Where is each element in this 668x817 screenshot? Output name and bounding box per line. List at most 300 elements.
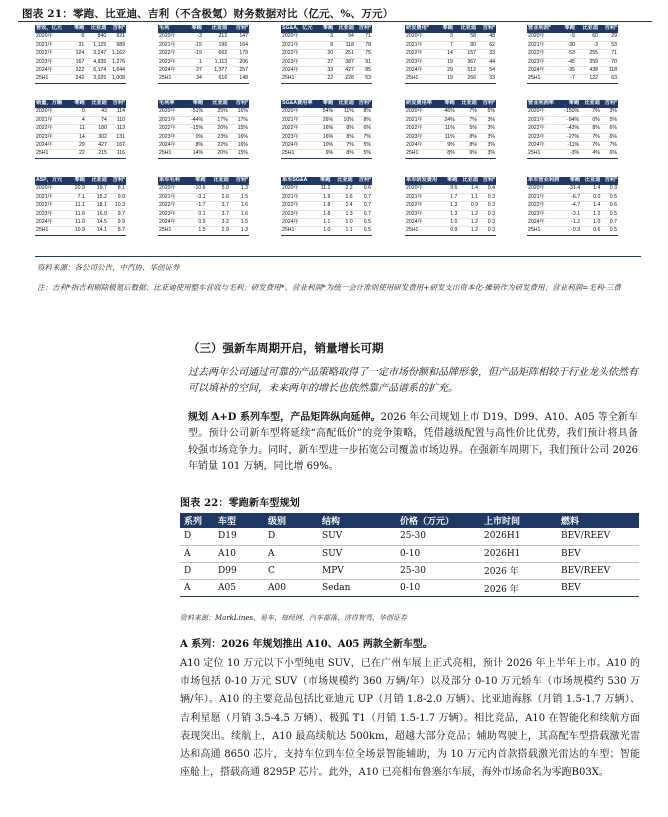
financial-table-cell: 1.1 [458,193,479,201]
financial-table-cell: 2021年 [405,41,438,49]
financial-table-cell: -31.4 [565,185,581,193]
financial-table-cell: 0.9 [444,227,459,235]
financial-table-cell: 3.2 [207,219,230,227]
financial-table-cell: 44 [477,58,496,66]
financial-table-cell: 19.7 [86,185,108,193]
financial-table-row [405,150,496,158]
model-cell: 0-10 [396,545,480,562]
financial-table-row [158,227,249,235]
financial-table-row [527,185,618,193]
financial-table-cell: 3% [478,133,496,141]
financial-table-header-cell: 比亚迪 [334,25,355,33]
financial-table-row [527,75,618,83]
new-model-table-header [180,513,639,528]
financial-table-header-cell: 零跑 [316,177,332,185]
financial-table-cell: 6,174 [85,67,107,75]
financial-table [527,177,618,236]
financial-table-cell: 2.6 [207,193,230,201]
financial-table-header-cell: 吉利* [354,177,372,185]
model-cell: A10 [214,545,264,562]
financial-table-cell: 4 [70,116,86,124]
financial-table-cell: 0.7 [354,202,372,210]
financial-table-cell: 3,025 [85,75,107,83]
financial-table-cell: 94 [334,33,355,41]
financial-table-header-cell: 销量，万辆 [35,100,70,108]
financial-table-cell: 5% [478,108,496,116]
financial-table-cell: 164 [228,41,249,49]
financial-table-row [527,58,618,66]
financial-table-row [527,142,618,150]
financial-table-cell: 0.7 [601,219,618,227]
financial-table-cell: 2022年 [405,50,438,58]
financial-table-row [158,219,249,227]
model-cell: A [264,545,318,562]
financial-table-cell: 7% [355,133,372,141]
financial-table-cell: 25H1 [281,227,316,235]
financial-table-cell: 0.3 [479,202,496,210]
financial-table-cell: 1,125 [85,41,107,49]
financial-table-header-cell: 比亚迪 [576,25,599,33]
financial-table-cell: 7% [334,142,355,150]
financial-table-cell: 2022年 [35,50,70,58]
plan-paragraph [188,410,638,476]
financial-table-cell: 114 [108,108,126,116]
financial-table-cell: 616 [203,75,228,83]
model-cell: 0-10 [396,580,480,597]
plan-text: 2026 年公司规划上市 D19、D99、A10、A05 等全新车型。预计公司新车型将延续“高配低价”的竞争策略，凭借越级配置与高性价比优势，我们预计将具备较强市场竞争力。同时，新车型进一步拓宽公司覆盖市场边界。在强新车周期下，我们预计公司 2026 年销量 101 万辆，同比增 69%。 [188,412,638,473]
financial-table-cell: 2020年 [281,185,316,193]
financial-table [281,177,372,236]
financial-table-cell: 0.1 [188,210,206,218]
financial-table-cell: 0.7 [354,193,372,201]
financial-table-cell: 3,247 [85,50,107,58]
financial-table-cell: 29 [599,33,618,41]
financial-table-cell: 5% [456,125,478,133]
financial-table-cell: -15 [185,41,203,49]
financial-table-row [281,75,372,83]
financial-table-cell: 71 [599,50,618,58]
financial-table-row [281,210,372,218]
financial-table-row [35,125,126,133]
financial-table-cell: 2022年 [158,125,184,133]
col-launch: 上市时间 [480,513,557,528]
financial-table-cell: 0 [70,108,86,116]
financial-table-cell: 11.6 [70,210,86,218]
financial-table-cell: 2.2 [331,185,353,193]
financial-table-cell: 662 [203,50,228,58]
financial-table-cell: -27% [560,133,580,141]
financial-table-cell: 62 [477,41,496,49]
financial-table-cell: 359 [576,58,599,66]
financial-table-cell: 9% [320,150,335,158]
financial-table-cell: 1.0 [444,219,459,227]
financial-table-cell: 921 [107,33,126,41]
financial-table-cell: 2023年 [35,210,70,218]
financial-table-cell: 3.7 [207,210,230,218]
financial-table-header-cell: 单车研发费用 [405,177,444,185]
financial-table-header-cell: 吉利* [601,177,618,185]
financial-table-cell: 5% [601,116,618,124]
financial-table-cell: 8 [320,41,335,49]
section-heading: （三）强新车周期开启，销量增长可期 [188,341,384,355]
financial-table-cell: 5.0 [207,185,230,193]
financial-table-cell: 2024年 [281,67,320,75]
financial-table-cell: 118 [334,41,355,49]
figure21-top-rule [18,21,652,22]
financial-table-cell: 0.4 [479,185,496,193]
financial-table-cell: 3 [438,33,454,41]
financial-table-cell: 11.2 [316,185,332,193]
financial-table-cell: 1.4 [331,202,353,210]
financial-table-cell: 1,162 [107,50,126,58]
financial-table-cell: 9.7 [108,210,126,218]
financial-table-row [158,150,249,158]
financial-table-header-cell: 吉利* [355,100,372,108]
financial-table-cell: 3% [478,125,496,133]
financial-table-row [527,202,618,210]
financial-table-row [527,41,618,49]
financial-table-row [158,108,249,116]
financial-table-cell: 1 [185,58,203,66]
financial-table-cell: -3 [185,33,203,41]
financial-table [158,25,249,84]
financial-table-cell: 4% [580,150,601,158]
financial-table-row [405,227,496,235]
financial-table-cell: 25H1 [527,75,560,83]
financial-table-row [281,193,372,201]
financial-table-cell: 1.0 [316,227,332,235]
financial-table-cell: 1.3 [444,202,459,210]
financial-table-header-cell: 吉利* [229,100,249,108]
financial-table-header-cell: 零跑 [438,25,454,33]
financial-table-cell: 6 [70,33,85,41]
financial-table-cell: 2023年 [405,210,444,218]
financial-table-cell: 1.6 [331,193,353,201]
financial-table-header-cell: 比亚迪 [454,25,477,33]
financial-table-cell: -43% [560,125,580,133]
model-cell: BEV [557,580,639,597]
financial-table-cell: 0% [580,116,601,124]
financial-table-row [35,133,126,141]
financial-table-cell: 9.6 [444,185,459,193]
financial-table-cell: 2023年 [527,58,560,66]
financial-table-cell: 11.1 [70,202,86,210]
financial-table-row [158,75,249,83]
financial-table-cell: 1.5 [230,219,249,227]
financial-table-cell: 1.0 [331,219,353,227]
financial-table-cell: 8% [456,133,478,141]
financial-table-cell: 11% [334,108,355,116]
financial-table-cell: 2021年 [527,41,560,49]
financial-table-cell: 1,377 [203,67,228,75]
financial-table-cell: 8% [440,150,456,158]
financial-table-cell: 25H1 [35,75,70,83]
financial-table-cell: 25H1 [405,75,438,83]
financial-table-cell: 1.8 [316,202,332,210]
financial-table-cell: 2022年 [527,50,560,58]
financial-table-cell: 2020年 [158,33,185,41]
financial-table-header-cell: 比亚迪 [203,25,228,33]
financial-table-cell: 5% [355,150,372,158]
financial-table-row [281,133,372,141]
financial-table-row [405,58,496,66]
financial-table-cell: 1.2 [458,210,479,218]
financial-table-cell: 0.6 [581,227,601,235]
col-series: 系列 [180,513,214,528]
financial-table-row [35,202,126,210]
financial-table-cell: 25% [204,108,229,116]
financial-table-header-cell: SG&A费用率 [281,100,320,108]
financial-table-cell: 25H1 [158,75,185,83]
financial-table-cell: 7% [456,116,478,124]
financial-table-cell: 1,113 [203,58,228,66]
financial-table-cell: 2021年 [158,116,184,124]
financial-table-cell: 27 [320,58,335,66]
financial-table-cell: 8.1 [108,185,126,193]
financial-table-cell: 16% [229,108,249,116]
financial-table-row [281,41,372,49]
financial-table-row [35,116,126,124]
financial-table-row [281,150,372,158]
financial-table-cell: 2024年 [281,219,316,227]
financial-table-header-cell: 零跑 [560,25,576,33]
financial-table-cell: 9% [440,142,456,150]
financial-table-cell: 7 [438,41,454,49]
financial-table-row [35,108,126,116]
financial-table-cell: 0.5 [601,227,618,235]
financial-table-cell: -19 [185,50,203,58]
financial-table-header-cell: 吉利* [107,25,126,33]
plan-lead: 规划 A+D 系列车型，产品矩阵纵向延伸。 [188,412,381,423]
financial-table-row [405,202,496,210]
financial-table-header-cell: 吉利* [108,177,126,185]
financial-table-cell: 15% [229,125,249,133]
financial-table-cell: 58 [454,33,477,41]
financial-table-row [405,108,496,116]
financial-table-cell: 14 [438,50,454,58]
financial-table-cell: 1,276 [107,58,126,66]
financial-table-row [527,133,618,141]
financial-table-cell: 2020年 [405,108,440,116]
financial-table-row [527,116,618,124]
financial-table-row [158,67,249,75]
financial-table-cell: 10% [334,116,355,124]
model-cell: 2026H1 [480,528,557,545]
financial-table-header-cell: 零跑 [188,177,206,185]
financial-table-cell: 2023年 [405,133,440,141]
financial-table-cell: 6% [601,125,618,133]
figure21-note: 注：吉利*指吉利剔除极氪后数据；比亚迪使用整车营收与毛利；研发费用*、营业利润*为统一会计准则使用研发费用+研发支出资本化-摊销作为研发费用；营业利润=毛利-三费 [37,283,621,292]
financial-table-cell: 10.3 [108,202,126,210]
financial-table-cell: 2023年 [35,133,70,141]
financial-table-cell: 2021年 [281,116,320,124]
financial-table-row [281,33,372,41]
financial-table-cell: 2024年 [527,67,560,75]
col-class: 级别 [264,513,318,528]
financial-table-cell: 2022年 [35,202,70,210]
a-series-body: A10 定位 10 万元以下小型纯电 SUV，已在广州车展上正式亮相，预计 2026 年上半年上市。A10 的市场包括 0-10 万元 SUV（市场规模约 360 万辆/年）以及部分 0-10 万元轿车（市场规模约 530 万辆/年）。A10 的主要竞品包括比亚迪元 UP（月销 1.8-2.0 万辆）、比亚迪海豚（月销 1.5-1.7 万辆）、吉利星愿（月销 3.5-4.5 万辆）、极狐 T1（月销 1.5-1.7 万辆）。相比竞品，A10 在智能化和续航方面表现突出。续航上，A10 最高续航达 500km，超越大部分竞品；辅助驾驶上，其高配车型搭载激光雷达和高通 8650 芯片，支持车位到车位全场景智能辅助，为 10 万元内首款搭载激光雷达的车型；智能座舱上，搭载高通 8295P 芯片。此外，A10 已亮相布鲁塞尔车展，海外市场命名为零跑B03X。 [180,658,640,779]
figure22-title: 图表 22：零跑新车型规划 [180,498,300,509]
financial-table-cell: 4,835 [85,58,107,66]
financial-table-row [158,193,249,201]
financial-table-cell: -1.7 [188,202,206,210]
financial-table-cell: 91 [355,58,372,66]
financial-table-cell: -51% [184,108,204,116]
financial-table-cell: -150% [560,108,580,116]
financial-table-cell: 2024年 [527,219,565,227]
financial-table-cell: 147 [228,33,249,41]
financial-table-header-cell: 零跑 [565,177,581,185]
financial-table-header-cell: 吉利* [599,25,618,33]
financial-table-header-cell: 毛利率 [158,100,184,108]
financial-table-cell: 0% [184,133,204,141]
financial-table-cell: 16% [320,133,335,141]
financial-table-cell: 387 [334,58,355,66]
financial-table-cell: 113 [108,125,126,133]
financial-table-cell: 14.5 [86,219,108,227]
financial-table-cell: 3% [478,150,496,158]
financial-table-row [281,219,372,227]
financial-table-cell: 2021年 [527,193,565,201]
financial-table-cell: 2024年 [405,219,444,227]
financial-table-cell: 19 [438,75,454,83]
financial-table-cell: 167 [70,58,85,66]
financial-table-row [281,125,372,133]
model-cell: MPV [318,562,396,579]
financial-table-cell: 20 [320,50,335,58]
financial-table-cell: 0.0 [581,193,601,201]
financial-table-cell: 53 [355,75,372,83]
financial-table-row [405,142,496,150]
figure21-bottom-rule [35,256,641,257]
financial-table-cell: 989 [107,41,126,49]
financial-table-row [281,67,372,75]
financial-table-cell: 1.7 [444,193,459,201]
financial-table-cell: 9.0 [108,193,126,201]
financial-table-cell: 302 [86,133,108,141]
model-cell: D [180,528,214,545]
financial-table-cell: 54 [477,67,496,75]
financial-table-cell: 2020年 [158,185,188,193]
financial-table-cell: 7% [580,133,601,141]
financial-table-row [158,41,249,49]
model-cell: D [180,562,214,579]
model-cell: 2026 年 [480,580,557,597]
financial-table-cell: 427 [86,142,108,150]
financial-table-cell: -11% [560,142,580,150]
financial-table-cell: 8% [334,133,355,141]
financial-table [281,100,372,159]
financial-table-cell: 8% [580,125,601,133]
financial-table-cell: 8% [334,125,355,133]
financial-table-cell: 11% [440,133,456,141]
financial-table-header-cell: 零跑 [70,177,86,185]
financial-table-cell: 2020年 [527,108,560,116]
financial-table-cell: 34 [185,75,203,83]
financial-table-cell: -45 [560,58,576,66]
financial-table-header-cell: 零跑 [70,25,85,33]
financial-table-row [158,50,249,58]
financial-table-header-cell: 吉利* [477,25,496,33]
financial-table-cell: 257 [228,67,249,75]
financial-table-row [405,41,496,49]
financial-table [527,100,618,159]
financial-table-header-cell: 毛利 [158,25,185,33]
financial-table-cell: 7.1 [70,193,86,201]
financial-table-cell: 18.1 [86,202,108,210]
financial-table-cell: 19 [438,58,454,66]
financial-table-cell: 2023年 [527,133,560,141]
model-cell: BEV/REEV [557,528,639,545]
financial-table-cell: 25H1 [527,150,560,158]
financial-table-header-cell: 单车SG&A [281,177,316,185]
financial-table-row [405,185,496,193]
financial-table-cell: 2024年 [158,219,188,227]
financial-table-cell: 2024年 [405,142,440,150]
financial-table-cell: 2022年 [405,202,444,210]
financial-table-row [158,58,249,66]
financial-table-cell: 31 [70,41,85,49]
financial-table-cell: 322 [70,67,85,75]
model-cell: 2026H1 [480,545,557,562]
financial-table-cell: 2022年 [35,125,70,133]
financial-table-cell: 25H1 [405,227,444,235]
financial-table [35,100,126,159]
financial-table-cell: 2022年 [281,50,320,58]
financial-table-header-cell: 吉利* [108,100,126,108]
financial-table [405,100,496,159]
financial-table-cell: 7% [580,108,601,116]
financial-table-cell: 3% [478,142,496,150]
financial-table-cell: 2024年 [405,67,438,75]
financial-table-cell: 9% [456,150,478,158]
financial-table-cell: 6% [355,125,372,133]
model-cell: SUV [318,545,396,562]
financial-table-cell: 0.5 [601,210,618,218]
financial-table-cell: 3% [478,116,496,124]
financial-table-cell: 2021年 [35,41,70,49]
financial-table-cell: 196 [203,41,228,49]
financial-table-cell: 2024年 [35,219,70,227]
financial-table-header-cell: 吉利* [478,100,496,108]
financial-table-cell: 75 [355,50,372,58]
financial-table-cell: 2021年 [405,116,440,124]
financial-table-cell: 11% [440,125,456,133]
financial-table-cell: 10% [320,142,335,150]
model-cell: D99 [214,562,264,579]
model-cell: 2026 年 [480,562,557,579]
financial-table-header-cell: 零跑 [440,100,456,108]
financial-table-cell: 840 [85,33,107,41]
financial-table-cell: 27 [185,67,203,75]
financial-table-cell: 2022年 [527,202,565,210]
financial-table-cell: 1.1 [316,219,332,227]
financial-table-cell: 2023年 [158,133,184,141]
financial-table-cell: 22% [204,142,229,150]
financial-table-cell: 78 [355,41,372,49]
financial-table-row [405,116,496,124]
financial-table-row [527,108,618,116]
financial-table-cell: 6% [601,133,618,141]
financial-table-cell: 2021年 [281,193,316,201]
financial-table-header-cell: 营业利润率 [527,100,560,108]
financial-table-cell: 16% [229,133,249,141]
financial-table-cell: 179 [228,50,249,58]
financial-table-cell: 17% [229,116,249,124]
col-price: 价格（万元） [396,513,480,528]
financial-table-row [527,219,618,227]
financial-table-cell: 80 [454,41,477,49]
